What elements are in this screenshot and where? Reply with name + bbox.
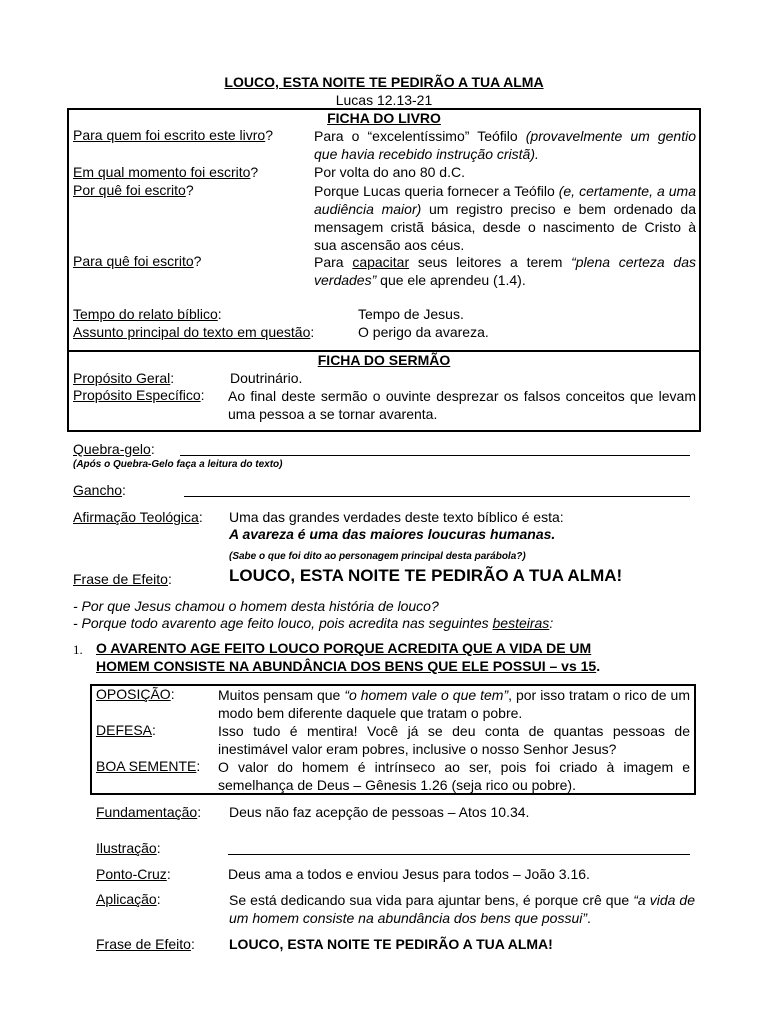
fundamentacao-colon: : [197,804,202,820]
defesa-colon: : [152,722,156,738]
question-b-end: : [549,615,554,631]
afirmacao-label: Afirmação Teológica [73,509,199,525]
point-title-line2 [96,658,600,674]
geral-label: Propósito Geral [73,370,171,386]
geral-colon: : [170,370,175,386]
ficha-sermao-heading: FICHA DO SERMÃO [317,352,451,368]
afirmacao-colon: : [198,509,203,525]
q3-answer [314,182,696,254]
q3-answer-text2: um registro preciso e bem ordenado da mensagem cristã básica, desde o nascimento de Cristo à sua ascensão aos céus. [314,201,696,253]
quebra-gelo-colon: : [150,441,155,457]
aplicacao-text-main: Se está dedicando sua vida para ajuntar bens, é porque crê que [229,892,634,908]
tempo-row-label [73,306,222,322]
q1-answer-text: Para o “excelentíssimo” Teófilo [314,128,526,144]
geral-row-label [73,370,174,386]
frase-final-label: Frase de Efeito [96,936,191,952]
assunto-colon: : [310,324,315,340]
assunto-row-label [73,324,314,340]
quebra-gelo-blank [180,455,690,456]
q4-mark: ? [193,253,202,269]
q4-answer-text2: seus leitores a terem [409,254,572,270]
ponto-cruz-row-label [96,866,171,882]
especifico-row-label [73,387,205,403]
quebra-gelo-note: (Após o Quebra-Gelo faça a leitura do texto) [73,459,283,470]
afirmacao-row-label [73,509,203,525]
q1-answer-italic: (provavelmente um gentio que havia recebido instrução cristã). [314,128,696,162]
ponto-cruz-value: Deus ama a todos e enviou Jesus para todos – João 3.16. [228,866,590,882]
point-title-end: . [596,658,601,674]
ilustracao-blank [228,854,690,855]
q1-mark: ? [265,127,273,143]
sabe-note: (Sabe o que foi dito ao personagem principal desta parábola?) [229,551,526,562]
aplicacao-italic: “a vida de um homem consiste na abundância dos bens que possui” [229,892,696,926]
q4-answer-italic: “plena certeza das verdades” [314,254,696,288]
quebra-gelo-label: Quebra-gelo [73,441,151,457]
aplicacao-colon: : [156,891,161,907]
assunto-label: Assunto principal do texto em questão [73,324,311,340]
point-number: 1. [73,642,83,657]
aplicacao-row-label [96,891,161,907]
q3-mark: ? [185,182,194,198]
fundamentacao-value: Deus não faz acepção de pessoas – Atos 10.34. [229,804,530,820]
document-title: LOUCO, ESTA NOITE TE PEDIRÃO A TUA ALMA [224,74,544,90]
assunto-value: O perigo da avareza. [358,324,489,340]
question-b-underline: besteiras [492,615,550,631]
ponto-cruz-colon: : [166,866,171,882]
gancho-row-label [73,482,126,498]
geral-value: Doutrinário. [230,370,303,386]
ilustracao-colon: : [156,840,161,856]
q2-label: Em qual momento foi escrito [73,164,251,180]
frase-final-row-label [96,936,195,952]
frase-de-efeito: LOUCO, ESTA NOITE TE PEDIRÃO A TUA ALMA! [229,566,623,585]
q4-answer [314,253,696,289]
tempo-colon: : [217,306,222,322]
q2-answer: Por volta do ano 80 d.C. [314,164,465,180]
point-title-line1: O AVARENTO AGE FEITO LOUCO PORQUE ACREDITA QUE A VIDA DE UM [96,640,592,656]
q2-question [73,164,258,180]
boa-semente-label: BOA SEMENTE [96,758,197,774]
frase-final-colon: : [190,936,195,952]
ilustracao-label: Ilustração [96,840,157,856]
gancho-blank [184,496,690,497]
gancho-label: Gancho [73,482,123,498]
aplicacao-label: Aplicação [96,891,157,907]
oposicao-row-label [96,686,175,702]
quebra-gelo-row-label [73,441,155,457]
ficha-livro-heading: FICHA DO LIVRO [327,110,441,126]
fundamentacao-label: Fundamentação [96,804,198,820]
q3-answer-text1: Porque Lucas queria fornecer a Teófilo [314,183,559,199]
frase-row-label [73,571,172,587]
point-title-line2-text: HOMEM CONSISTE NA ABUNDÂNCIA DOS BENS QUE ELE POSSUI – vs 15 [96,658,597,674]
especifico-value: Ao final deste sermão o ouvinte desprezar os falsos conceitos que levam uma pessoa a se tornar avarenta. [228,388,696,422]
fundamentacao-row-label [96,804,201,820]
defesa-row-label [96,722,156,738]
tempo-value: Tempo de Jesus. [358,306,464,322]
especifico-label: Propósito Específico [73,387,201,403]
frase-colon: : [167,571,172,587]
especifico-colon: : [200,387,205,403]
q3-answer-italic: (e, certamente, a uma audiência maior) [314,183,696,217]
q4-answer-text3: que ele aprendeu (1.4). [376,272,526,288]
frase-label: Frase de Efeito [73,571,168,587]
defesa-label: DEFESA [96,722,153,738]
oposicao-text2: , por isso tratam o rico de um modo bem diferente daquele que tratam o pobre. [218,687,690,721]
question-b-text: - Porque todo avarento age feito louco, pois acredita nas seguintes [73,615,493,631]
oposicao-italic: “o homem vale o que tem” [344,687,509,703]
boa-semente-colon: : [196,758,201,774]
ilustracao-row-label [96,840,161,856]
question-b [73,615,553,631]
q1-question [73,127,273,143]
ponto-cruz-label: Ponto-Cruz [96,866,167,882]
boa-semente-row-label [96,758,200,774]
tempo-label: Tempo do relato bíblico [73,306,218,322]
question-a: - Por que Jesus chamou o homem desta história de louco? [73,598,439,614]
q1-label: Para quem foi escrito este livro [73,127,266,143]
afirmacao-statement: A avareza é uma das maiores loucuras humanas. [229,526,556,542]
oposicao-colon: : [170,686,175,702]
boa-semente-text: O valor do homem é intrínseco ao ser, pois foi criado à imagem e semelhança de Deus – Gênesis 1.26 (seja rico ou pobre). [218,759,690,793]
gancho-colon: : [122,482,126,498]
oposicao-label: OPOSIÇÃO [96,686,171,702]
defesa-text: Isso tudo é mentira! Você já se deu conta de quantas pessoas de inestimável valor eram pobres, inclusive o nosso Senhor Jesus? [218,723,690,757]
aplicacao-end: . [587,910,591,926]
aplicacao-text [229,891,695,927]
q4-answer-underline: capacitar [352,254,410,270]
q3-label: Por quê foi escrito [73,182,186,198]
q2-mark: ? [250,164,259,180]
oposicao-text [218,686,690,722]
q4-answer-text1: Para [314,254,353,270]
q1-answer [314,127,696,163]
afirmacao-text: Uma das grandes verdades deste texto bíblico é esta: [229,509,564,525]
oposicao-text1: Muitos pensam que [218,687,345,703]
scripture-reference: Lucas 12.13-21 [335,92,433,108]
q3-question [73,182,194,198]
frase-final-value: LOUCO, ESTA NOITE TE PEDIRÃO A TUA ALMA! [229,936,553,952]
q4-question [73,253,201,269]
q4-label: Para quê foi escrito [73,253,194,269]
